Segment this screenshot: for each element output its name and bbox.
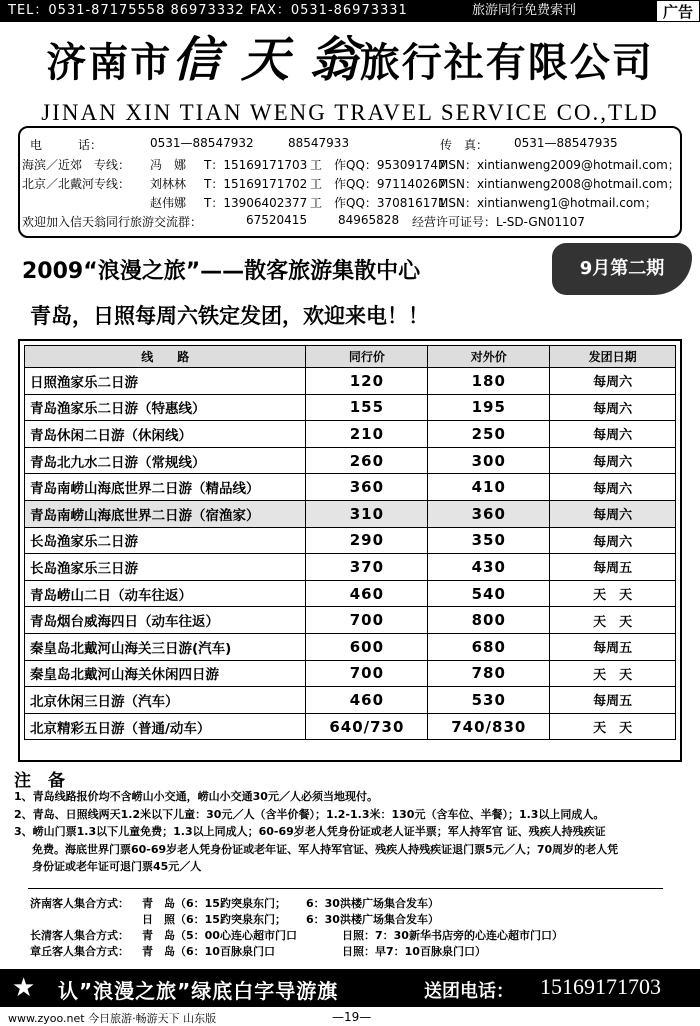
flag-slogan: 认”浪漫之旅”绿底白字导游旗	[58, 979, 339, 1003]
departure-day: 每周六	[550, 527, 676, 554]
table-row	[25, 474, 676, 501]
public-price: 530	[428, 687, 550, 714]
peer-price: 460	[306, 580, 428, 607]
contact-tel: T：15169171703	[204, 158, 308, 172]
company-city: 济南市	[46, 40, 173, 86]
note-item: 身份证或老年证可退门票45元／人	[32, 860, 202, 873]
route-name: 秦皇岛北戴河山海关休闲四日游	[25, 660, 306, 687]
table-header-row	[25, 346, 676, 368]
public-price: 430	[428, 554, 550, 581]
assembly-label: 长清客人集合方式：	[30, 929, 129, 942]
departure-day: 每周五	[550, 633, 676, 660]
assembly-point: 6：30洪楼广场集合发车）	[306, 897, 439, 910]
contact-name: 冯 娜	[150, 158, 187, 172]
notes	[14, 788, 694, 876]
header-public-price: 对外价	[428, 346, 550, 368]
contact-box	[18, 126, 682, 238]
phone-label: 送团电话：	[424, 981, 514, 1002]
route-name: 青岛烟台威海四日（动车往返）	[25, 607, 306, 634]
divider	[28, 888, 663, 889]
contact-msn: MSN：xintianweng2009@hotmail.com；	[438, 158, 680, 172]
assembly-label: 济南客人集合方式：	[30, 897, 129, 910]
table-row	[25, 421, 676, 448]
public-price: 800	[428, 607, 550, 634]
route-name: 青岛南崂山海底世界二日游（精品线）	[25, 474, 306, 501]
table-row	[25, 394, 676, 421]
price-table-frame	[18, 339, 682, 762]
departure-day: 每周六	[550, 474, 676, 501]
page-number: —19—	[332, 1010, 372, 1024]
contact-dept: 海滨／近郊 专线：	[22, 158, 131, 172]
public-price: 540	[428, 580, 550, 607]
table-row	[25, 687, 676, 714]
top-slogan: 旅游同行免费索刊	[472, 3, 577, 18]
public-price: 410	[428, 474, 550, 501]
contact-tel: T：15169171702	[204, 177, 308, 191]
table-row	[25, 580, 676, 607]
departure-day: 每周六	[550, 447, 676, 474]
headline: 2009“浪漫之旅”——散客旅游集散中心	[22, 259, 421, 284]
group-label: 欢迎加入信天翁同行旅游交流群：	[22, 215, 203, 229]
departure-day: 天 天	[550, 660, 676, 687]
header-route: 线 路	[25, 346, 306, 368]
company-english-name: JINAN XIN TIAN WENG TRAVEL SERVICE CO.,TLD	[41, 100, 659, 125]
peer-price: 460	[306, 687, 428, 714]
departure-day: 每周六	[550, 500, 676, 527]
departure-day: 每周六	[550, 421, 676, 448]
peer-price: 120	[306, 368, 428, 395]
peer-price: 310	[306, 500, 428, 527]
peer-price: 700	[306, 607, 428, 634]
contact-tel: T：13906402377	[204, 196, 308, 210]
departure-day: 每周五	[550, 554, 676, 581]
assembly-point: 青 岛（6：10百脉泉门口	[142, 945, 275, 958]
assembly-point: 日 照（6：15趵突泉东门；	[142, 913, 286, 926]
departure-day: 每周六	[550, 394, 676, 421]
peer-price: 600	[306, 633, 428, 660]
delivery-phone: 15169171703	[540, 974, 661, 999]
note-item: 免费。海底世界门票60-69岁老人凭身份证或老年证、军人持军官证、残疾人持残疾证退门票5元／人；70周岁的老人凭	[32, 842, 619, 856]
peer-price: 360	[306, 474, 428, 501]
group-number-1: 67520415	[246, 213, 308, 227]
price-table	[24, 345, 676, 740]
phone-1: 0531—88547932	[150, 136, 254, 150]
table-row	[25, 607, 676, 634]
phone-2: 88547933	[288, 136, 350, 150]
assembly-point: 日照：早7：10百脉泉门口）	[342, 945, 486, 958]
license-number: 经营许可证号：L-SD-GN01107	[412, 215, 585, 229]
assembly-point: 青 岛（5：00心连心超市门口	[142, 929, 297, 942]
table-row	[25, 713, 676, 740]
fax-label: 传 真：	[440, 138, 489, 152]
top-contact: TEL：0531-87175558 86973332 FAX：0531-86973331	[8, 3, 408, 18]
public-price: 780	[428, 660, 550, 687]
fax-number: 0531—88547935	[514, 136, 618, 150]
public-price: 180	[428, 368, 550, 395]
route-name: 长岛渔家乐二日游	[25, 527, 306, 554]
route-name: 秦皇岛北戴河山海关三日游(汽车)	[25, 633, 306, 660]
group-number-2: 84965828	[338, 213, 400, 227]
table-row	[25, 633, 676, 660]
peer-price: 155	[306, 394, 428, 421]
note-item: 2、青岛、日照线两天1.2米以下儿童：30元／人（含半价餐）；1.2-1.3米：130元（含车位、半餐）；1.3以上同成人。	[14, 807, 605, 821]
notes-title: 注 备	[14, 771, 65, 791]
public-price: 350	[428, 527, 550, 554]
peer-price: 210	[306, 421, 428, 448]
note-item: 1、青岛线路报价均不含崂山小交通，崂山小交通30元／人必须当地现付。	[14, 790, 378, 803]
public-price: 360	[428, 500, 550, 527]
peer-price: 700	[306, 660, 428, 687]
assembly-point: 青 岛（6：15趵突泉东门；	[142, 897, 286, 910]
star-icon: ★	[12, 973, 36, 1003]
peer-price: 370	[306, 554, 428, 581]
contact-qq: 工 作QQ：971140267	[310, 177, 446, 191]
peer-price: 260	[306, 447, 428, 474]
route-name: 长岛渔家乐三日游	[25, 554, 306, 581]
departure-day: 每周五	[550, 687, 676, 714]
route-name: 青岛渔家乐二日游（特惠线）	[25, 394, 306, 421]
table-row	[25, 660, 676, 687]
subheadline: 青岛，日照每周六铁定发团，欢迎来电！！	[30, 304, 429, 328]
issue-badge: 9月第二期	[552, 243, 692, 295]
contact-msn: MSN：xintianweng2008@hotmail.com；	[438, 177, 680, 191]
contact-qq: 工 作QQ：370816171	[310, 196, 446, 210]
peer-price: 640/730	[306, 713, 428, 740]
table-row	[25, 447, 676, 474]
table-row	[25, 368, 676, 395]
table-row	[25, 527, 676, 554]
public-price: 195	[428, 394, 550, 421]
route-name: 北京休闲三日游（汽车）	[25, 687, 306, 714]
header-peer-price: 同行价	[306, 346, 428, 368]
route-name: 青岛南崂山海底世界二日游（宿渔家）	[25, 500, 306, 527]
contact-msn: MSN：xintianweng1@hotmail.com；	[438, 196, 657, 210]
departure-day: 每周六	[550, 368, 676, 395]
assembly-point: 日照：7：30新华书店旁的心连心超市门口）	[342, 929, 563, 942]
company-brand: 信 天 翁	[172, 32, 360, 88]
public-price: 680	[428, 633, 550, 660]
peer-price: 290	[306, 527, 428, 554]
contact-dept: 北京／北戴河专线：	[22, 177, 131, 191]
departure-day: 天 天	[550, 713, 676, 740]
contact-name: 刘林林	[150, 177, 187, 191]
public-price: 250	[428, 421, 550, 448]
ad-label: 广告	[656, 0, 700, 22]
footer-site: www.zyoo.net 今日旅游·畅游天下 山东版	[8, 1012, 217, 1025]
public-price: 740/830	[428, 713, 550, 740]
note-item: 3、崂山门票1.3以下儿童免费；1.3以上同成人；60-69岁老人凭身份证或老人证半票；军人持军官 证、残疾人持残疾证	[14, 825, 606, 838]
route-name: 北京精彩五日游（普通/动车）	[25, 713, 306, 740]
route-name: 日照渔家乐二日游	[25, 368, 306, 395]
top-bar	[0, 0, 700, 22]
company-suffix: 旅行社有限公司	[359, 40, 654, 86]
phone-label: 电 话：	[30, 138, 103, 152]
route-name: 青岛休闲二日游（休闲线）	[25, 421, 306, 448]
public-price: 300	[428, 447, 550, 474]
departure-day: 天 天	[550, 580, 676, 607]
table-row	[25, 500, 676, 527]
table-row	[25, 554, 676, 581]
route-name: 青岛崂山二日（动车往返）	[25, 580, 306, 607]
header-departure: 发团日期	[550, 346, 676, 368]
departure-day: 天 天	[550, 607, 676, 634]
assembly-point: 6：30洪楼广场集合发车）	[306, 913, 439, 926]
route-name: 青岛北九水二日游（常规线）	[25, 447, 306, 474]
bottom-bar	[0, 969, 700, 1007]
assembly-label: 章丘客人集合方式：	[30, 945, 129, 958]
company-name	[0, 32, 700, 91]
contact-qq: 工 作QQ：953091747	[310, 158, 446, 172]
contact-name: 赵伟娜	[150, 196, 187, 210]
